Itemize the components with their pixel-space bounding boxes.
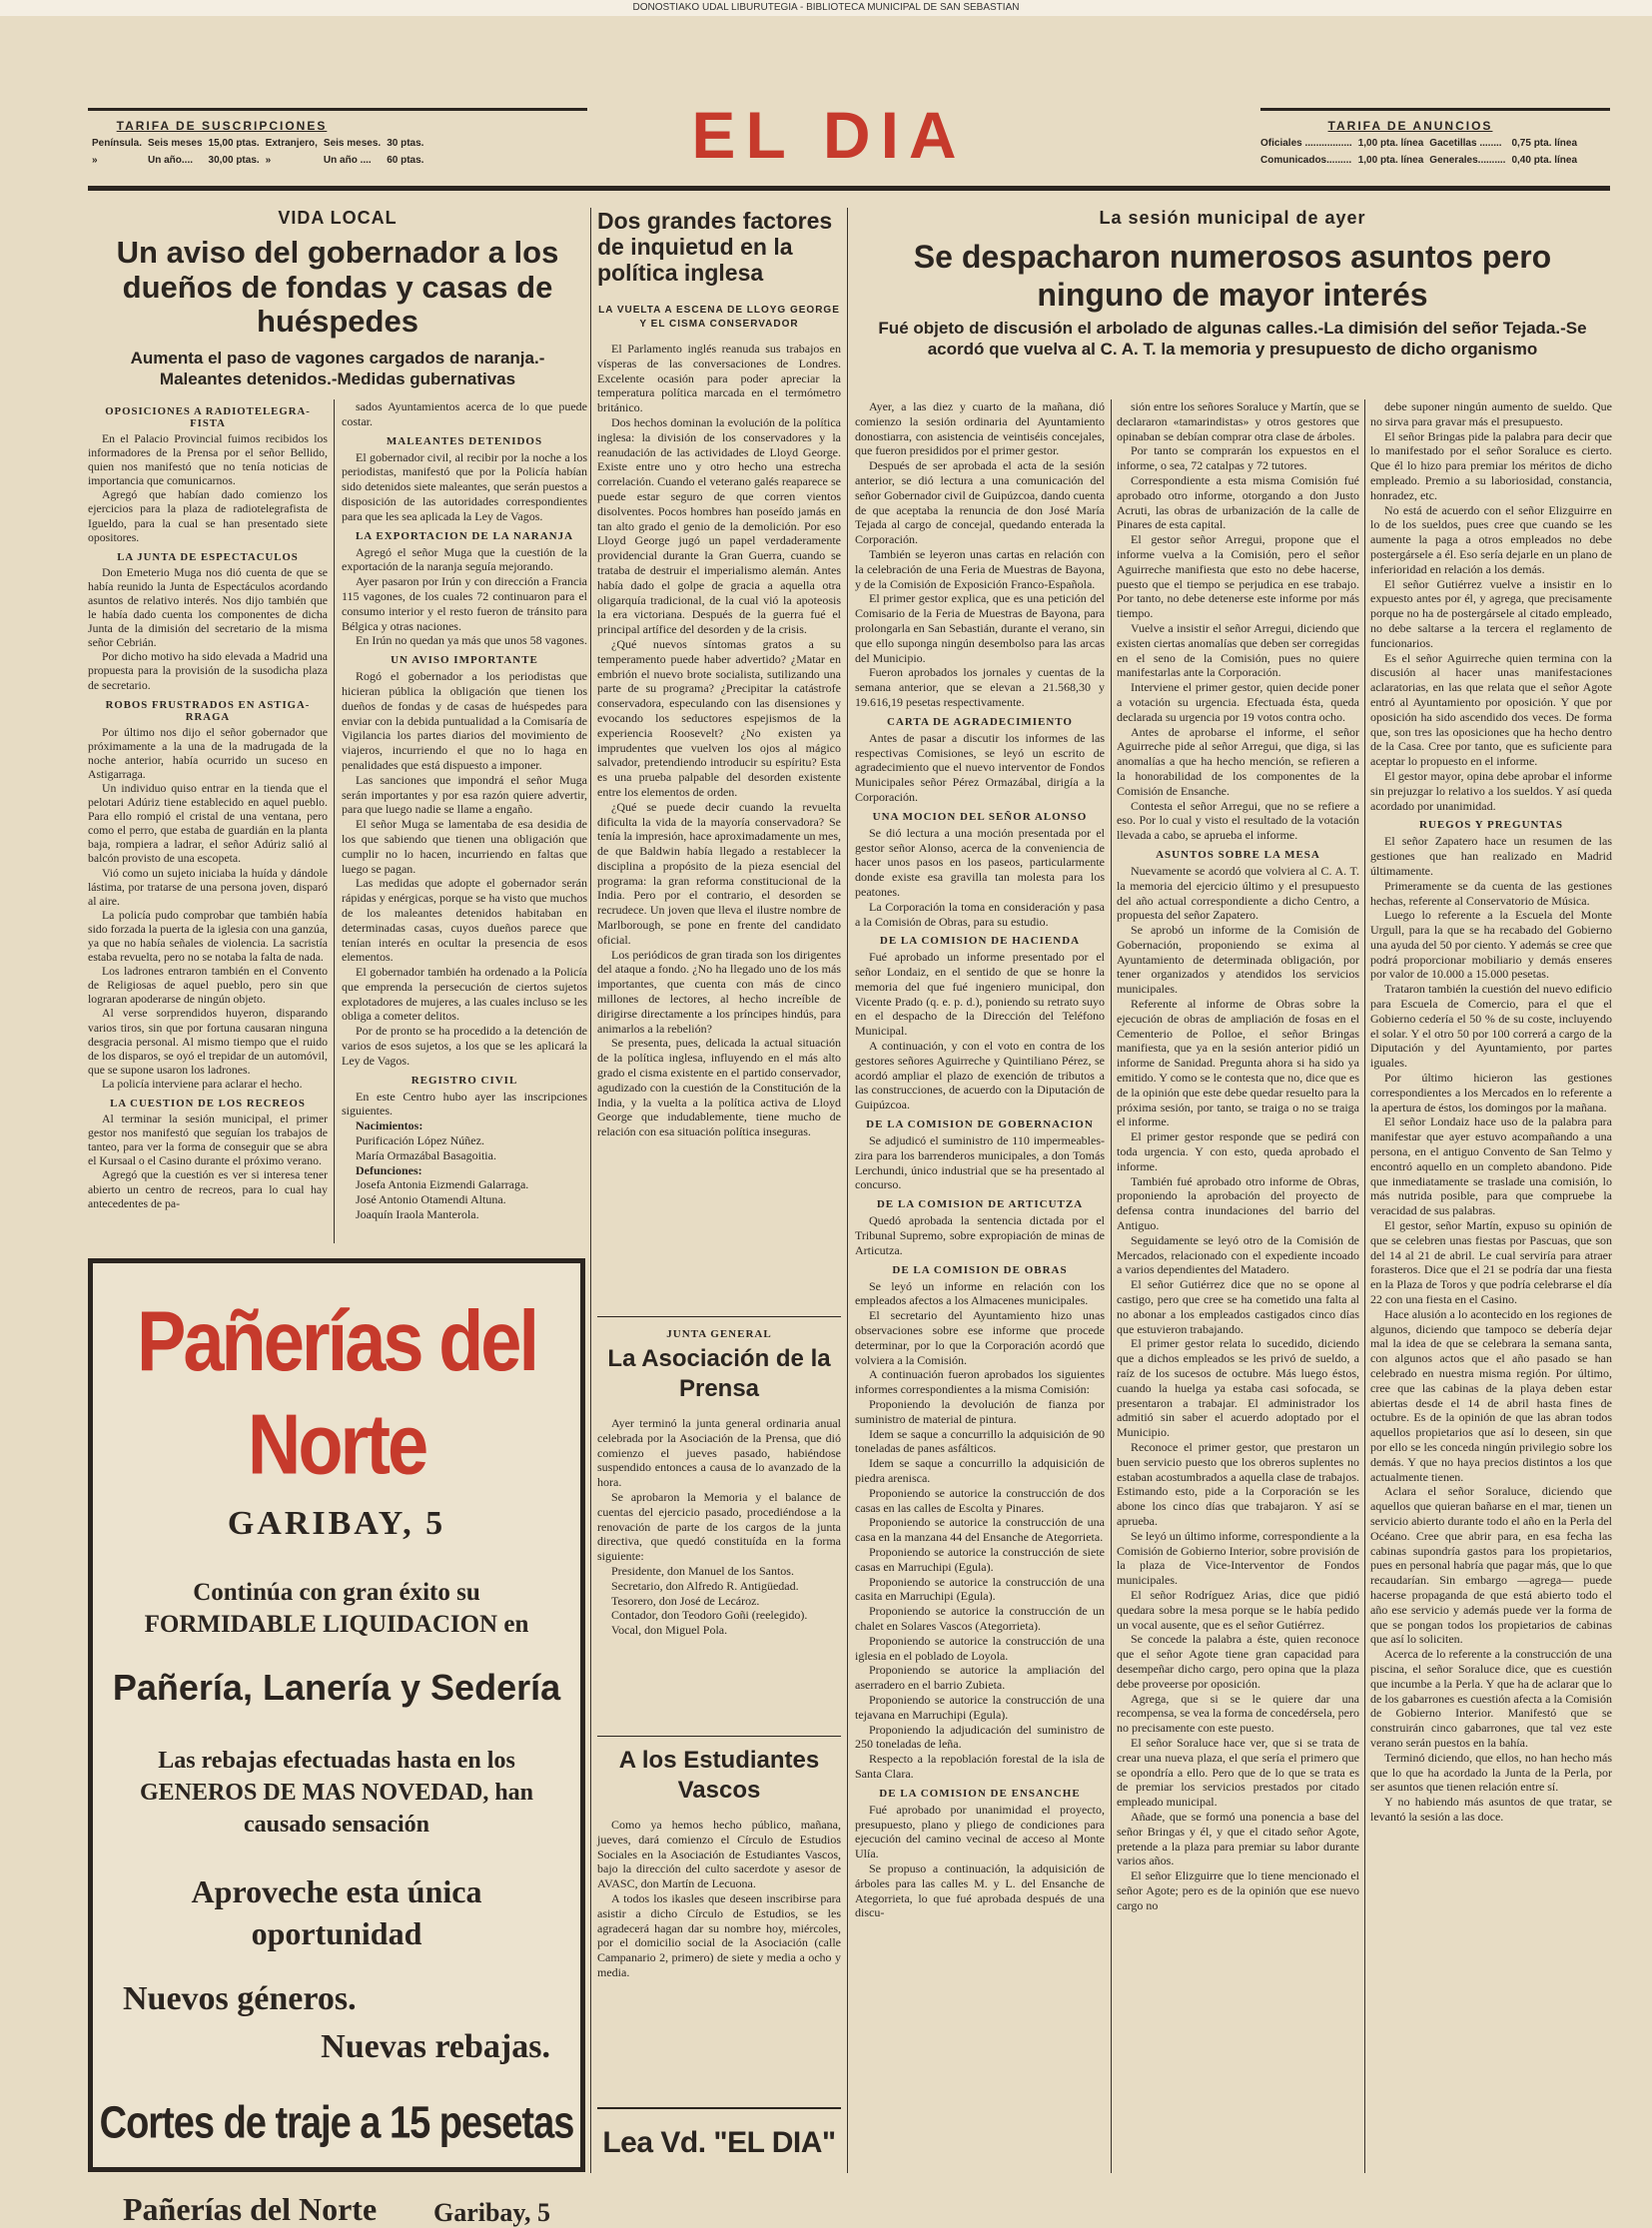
paragraph: A todos los ikasles que deseen inscribirse para asistir a dicho Círculo de Estudios, se les agradecerá hagan dar su nombre hoy, miércoles, por el domicilio social de la Asociación (calle Campanario 2, primero) de siete y media a ocho y media. — [597, 1890, 841, 1979]
paragraph: Secretario, don Alfredo R. Antigüedad. — [611, 1578, 799, 1593]
section-subhead: UNA MOCION DEL SEÑOR ALONSO — [872, 810, 1088, 823]
paragraph: Se aprobaron la Memoria y el balance de cuentas del ejercicio pasado, procediéndose a la renovación de parte de los cargos de la junta directiva, que quedó constituída en la forma siguiente: — [597, 1489, 841, 1564]
paragraph: El señor Rodríguez Arias, dice que pidió quedara sobre la mesa porque se le había pedido un vocal ausente, que es el señor Gutiérrez. — [1117, 1587, 1359, 1632]
students-headline: A los Estudiantes Vascos — [618, 1747, 820, 1804]
ad-suit-price: Cortes de traje a 15 pesetas — [99, 2097, 574, 2149]
session-kicker: La sesión municipal de ayer — [1099, 208, 1366, 228]
paragraph: El señor Muga se lamentaba de esa desidia de los que sabiendo que tienen una obligación que cumplir no lo hacen, incurriendo en faltas que luego se pagan. — [342, 817, 587, 876]
paragraph: También fué aprobado otro informe de Obras, proponiendo la aprobación del proyecto de defensa contra inundaciones del barrio del Antiguo. — [1117, 1173, 1359, 1233]
paragraph: Se adjudicó el suministro de 110 impermeables-zira para los barrenderos municipales, a don Tomás Lerchundi, único industrial que se ha presentado al concurso. — [855, 1133, 1105, 1192]
paragraph: Primeramente se da cuenta de las gestiones hechas, referente al Conservatorio de Música. — [1370, 878, 1612, 908]
paragraph: Antes de aprobarse el informe, el señor Aguirreche pide al señor Arregui, que diga, si las anomalías a que ha hecho mención, se refieren a la honorabilidad de los componentes de la Comisión de Ensanche. — [1117, 724, 1359, 798]
paragraph: Tesorero, don José de Lecároz. — [611, 1593, 760, 1608]
section-subhead: LA CUESTION DE LOS RECREOS — [110, 1098, 306, 1111]
paragraph: También se leyeron unas cartas en relación con la celebración de una Feria de Muestras de Bayona, y de la Comisión de Exposición Franco-Española. — [855, 546, 1105, 591]
paragraph: Agregó que habían dado comienzo los ejercicios para la plaza de radiotelegrafista de Igueldo, para la cual se han presentado siete opositores. — [88, 488, 328, 544]
paragraph: Añade, que se formó una ponencia a base del señor Bringas y él, y que el citado señor Agote, pretende a la plaza para premiar su labor durante varios años. — [1117, 1809, 1359, 1868]
paragraph: Rogó el gobernador a los periodistas que hicieran pública la obligación que tienen los dueños de fondas y de casas de huéspedes para enviar con la debida puntualidad a la Comisaría de Vigilancia los partes diarios del movimiento de viajeros, incurriendo el que no lo haga en penalidades que está dispuesto a imponer. — [342, 669, 587, 772]
paragraph: Agrega, que si se le quiere dar una recompensa, se vea la forma de concedérsela, pero no precisamente con este puesto. — [1117, 1691, 1359, 1736]
paragraph: José Antonio Otamendi Altuna. — [356, 1192, 506, 1207]
ads-tariff-table: Oficiales ................. 1,00 pta. línea Gacetillas ........ 0,75 pta. línea Comunicados......... 1,00 pta. línea Generales.......... 0,40 pta. línea — [1260, 138, 1578, 166]
paragraph: Vuelve a insistir el señor Arregui, diciendo que existen ciertas anomalías que deben ser corregidas en el seno de la Comisión, pues no quiere manifestarlas ante la Corporación. — [1117, 620, 1359, 680]
paragraph: Respecto a la repoblación forestal de la isla de Santa Clara. — [855, 1752, 1105, 1781]
paragraph: Agregó que la cuestión es ver si interesa tener abierto un centro de recreos, para lo cual hay antecedentes de pa- — [88, 1168, 328, 1210]
section-subhead: REGISTRO CIVIL — [411, 1074, 518, 1087]
paragraph: Luego lo referente a la Escuela del Monte Urgull, para la que se ha recabado del Gobierno una ayuda del 50 por ciento. Y además se cree que podrá proporcionar mobiliario y demás enseres por valor de 10.000 a 15.000 pesetas. — [1370, 908, 1613, 982]
paragraph: Presidente, don Manuel de los Santos. — [611, 1563, 794, 1578]
divider-students — [597, 2107, 841, 2109]
politics-body — [597, 342, 841, 1308]
paragraph: Las medidas que adopte el gobernador serán rápidas y enérgicas, porque se ha visto que muchos de los maleantes detenidos habitaban en determinadas casas, cuyos dueños parece que tenían interés en ocultar la presencia de esos elementos. — [342, 876, 587, 965]
paragraph: Correspondiente a esta misma Comisión fué aprobado otro informe, otorgando a don Justo Acruti, las obras de urbanización de la calle de Pinares de esta capital. — [1117, 472, 1359, 532]
paragraph: Se dió lectura a una moción presentada por el gestor señor Alonso, acerca de la conveniencia de hacer unos pasos en los paseos, particularmente donde existe esa gravilla tan molesta para los peatones. — [855, 825, 1105, 899]
press-headline: La Asociación de la Prensa — [607, 1345, 831, 1402]
paragraph: Seguidamente se leyó otro de la Comisión de Mercados, relacionado con el expediente incoado a varios dependientes del Matadero. — [1117, 1232, 1359, 1277]
masthead-rule-left — [88, 108, 587, 111]
paragraph: Idem se saque a concurrillo la adquisición de piedra arenisca. — [855, 1456, 1105, 1485]
subscription-tariff-title: TARIFA DE SUSCRIPCIONES — [116, 119, 328, 133]
paragraph: Ayer pasaron por Irún y con dirección a Francia 115 vagones, de los cuales 72 continuaron para el consumo interior y el resto fueron de tránsito para Bélgica y otras naciones. — [342, 574, 587, 633]
paragraph: Aclara el señor Soraluce, diciendo que aquellos que quieran bañarse en el mar, tienen un servicio abierto durante todo el año en la Perla del Océano. Cree que abrir para, en esa fecha las cabinas supondría gastos para los propietarios, pues en personal habría que pagar más, que lo que recaudarían. Sin embargo —agrega— puede hacerse propaganda de que está abierto todo el año ese servicio y además puede ver la forma de que se pongan todos los propietarios de cabinas que así lo soliciten. — [1370, 1484, 1612, 1647]
paragraph: ¿Qué se puede decir cuando la revuelta dificulta la vida de la mayoría conservadora? Se tenía la impresión, hace aproximadamente un mes, de que Baldwin había llegado a restablecer la disciplina a propósito de la pieza esencial del programa: la gran reforma constitucional de la India. Pero por el contrario, el desorden se recrudece. Un joven que lleva el ilustre nombre de Marlborough, se pone en frente del candidato oficial. — [597, 799, 841, 947]
paragraph: Como ya hemos hecho público, mañana, jueves, dará comienzo el Círculo de Estudios Sociales en la Asociación de Estudiantes Vascos, bajo la dirección del culto sacerdote y asesor de AVASC, don Martín de Lecuona. — [597, 1818, 841, 1891]
paragraph: Proponiendo se autorice la ampliación del aserradero en el barrio Zubieta. — [855, 1663, 1105, 1693]
column-rule-local — [334, 399, 335, 1243]
paragraph: Agregó el señor Muga que la cuestión de la exportación de la naranja seguía mejorando. — [342, 544, 587, 574]
divider-politics — [597, 1316, 841, 1317]
paragraph: Josefa Antonia Eizmendi Galarraga. — [356, 1177, 529, 1192]
paragraph: Un individuo quiso entrar en la tienda que el pelotari Adúriz tiene establecido en aquel pueblo. Para ello rompió el cristal de una ventana, pero como el perro, que estaba de guardián en la planta baja, rompiera a ladrar, el señor Adúriz salió al balcón provisto de una escopeta. — [88, 781, 328, 866]
masthead-title: EL DIA — [691, 98, 967, 172]
paragraph: El primer gestor relata lo sucedido, diciendo que a dichos empleados se les privó de sueldo, a raíz de los sucesos de octubre. Más luego éstos, cuando la huelga ya estaba casi sofocada, se presentaron a trabajar. El administrador los admitió sin saber el acuerdo adoptado por el Municipio. — [1117, 1336, 1359, 1440]
paragraph: Acerca de lo referente a la construcción de una piscina, el señor Soraluce dice, que es cuestión que incumbe a la Perla. Y que ha de aclarar que lo de los gabarrones es cuestión afecta a la Comisión de Gobierno Interior. Manifestó que se construirán cinco gabarrones, que tal vez este verano serán puestos en la bahía. — [1370, 1647, 1612, 1750]
press-body — [597, 1416, 841, 1722]
ad-footer — [93, 2191, 580, 2228]
column-rule-session-2 — [1364, 399, 1365, 2173]
paragraph: Purificación López Núñez. — [356, 1133, 484, 1148]
section-subhead: LA JUNTA DE ESPECTACULOS — [117, 550, 299, 563]
section-subhead: CARTA DE AGRADECIMIENTO — [886, 715, 1073, 728]
politics-subhead: LA VUELTA A ESCENA DE LLOYG GEORGE Y EL CISMA CONSERVADOR — [598, 305, 840, 330]
vida-local-kicker: VIDA LOCAL — [278, 208, 398, 228]
paragraph: Se aprobó un informe de la Comisión de Gobernación, proponiendo se exima al Ayuntamiento de determinada obligación, por tener organizados y atendidos los servicios municipales. — [1117, 923, 1359, 997]
ad-footer-address: Garibay, 5 — [432, 2198, 550, 2227]
paragraph: Vió como un sujeto iniciaba la huída y dándole lástima, por tratarse de una persona joven, disparó al aire. — [88, 866, 328, 908]
section-subhead: DE LA COMISION DE HACIENDA — [879, 935, 1081, 948]
paragraph: ¿Qué nuevos síntomas gratos a su temperamento puede haber advertido? ¿Matar en embrión el nuevo brote socialista, sutilizando una parte de su programa? ¿Precipitar la catástrofe conservadora, especulando con las disensiones y evocando los seductores espejismos de la experiencia Roosevelt? ¿No existen ya imprudentes que vuelven los ojos al mágico salvador, pretendiendo introducir su espíritu? Esta es una prueba palpable del desorden existente entre los elementos de orden. — [597, 636, 841, 799]
paragraph: Por último hicieron las gestiones correspondientes a los Mercados en lo referente a la apertura de éstos, los domingos por la mañana. — [1370, 1071, 1612, 1114]
paragraph: Ayer, a las diez y cuarto de la mañana, dió comienzo la sesión ordinaria del Ayuntamiento donostiarra, con asistencia de veintiséis concejales, que fueron presididos por el primer gestor. — [855, 399, 1105, 458]
vida-local-deck: Aumenta el paso de vagones cargados de naranja.- Maleantes detenidos.-Medidas gubernativas — [130, 349, 545, 388]
column-rule-session-1 — [1111, 399, 1112, 2173]
vida-local-column-1 — [88, 399, 328, 1243]
section-subhead: RUEGOS Y PREGUNTAS — [1418, 819, 1564, 832]
masthead-rule-right — [1260, 108, 1610, 111]
column-rule-2 — [847, 208, 848, 2173]
paragraph: María Ormazábal Basagoitia. — [356, 1147, 496, 1162]
paragraph: debe suponer ningún aumento de sueldo. Que no sirva para gravar más el presupuesto. — [1370, 399, 1612, 428]
divider-press — [597, 1736, 841, 1737]
politics-headline: Dos grandes factores de inquietud en la política inglesa — [597, 208, 833, 286]
paragraph: El gobernador también ha ordenado a la Policía que emprenda la persecución de ciertos sujetos explotadores de mujeres, a las cuales incluso se les obliga a cometer delitos. — [342, 965, 587, 1024]
section-subhead: DE LA COMISION DE ENSANCHE — [879, 1787, 1081, 1800]
ad-title: Pañerías del Norte — [136, 1292, 536, 1492]
paragraph: El gobernador civil, al recibir por la noche a los periodistas, manifestó que por la Policía habían sido detenidos siete maleantes, que serán puestos a disposición de las autoridades correspondientes para que les sea aplicada la Ley de Vagos. — [342, 449, 587, 523]
paragraph: Fué aprobado por unanimidad el proyecto, presupuesto, plano y pliego de condiciones para ejecución del camino vecinal de acceso al Monte Ulía. — [855, 1802, 1105, 1861]
students-body — [597, 1818, 841, 2099]
paragraph: En el Palacio Provincial fuimos recibidos los informadores de la Prensa por el señor Bellido, quien nos manifestó que no tenía noticias de importancia que comunicarnos. — [88, 432, 328, 488]
section-subhead: DE LA COMISION DE GOBERNACION — [866, 1118, 1094, 1131]
vida-local-column-2 — [342, 399, 587, 1243]
paragraph: Después de ser aprobada el acta de la sesión anterior, se dió lectura a una comunicación del señor Gobernador civil de Guipúzcoa, dando cuenta de que aceptaba la renuncia de don José María Tejada al cargo de concejal, quedando enterada la Corporación. — [855, 458, 1105, 547]
paragraph: La policía interviene para aclarar el hecho. — [102, 1077, 303, 1091]
paragraph: Antes de pasar a discutir los informes de las respectivas Comisiones, se leyó un escrito de agradecimiento que el nuevo interventor de Fondos Municipales señor Pérez Ormazábal, dirigía a la Corporación. — [855, 730, 1105, 804]
ad-new-discounts: Nuevas rebajas. — [321, 2028, 550, 2065]
paragraph: El gestor, señor Martín, expuso su opinión de que se celebren unas fiestas por Pascuas, que son del 14 al 21 de abril. Le cual serviría para atraer forasteros. Dice que el 21 se podría dar una fiesta en la Plaza de Toros y que podría celebrarse el día 22 con una fiesta en el Casino. — [1370, 1218, 1612, 1307]
paragraph: Contador, don Teodoro Goñi (reelegido). — [611, 1608, 808, 1623]
ads-tariff — [1260, 118, 1615, 184]
paragraph: Y no habiendo más asuntos de que tratar, se levantó la sesión a las doce. — [1370, 1795, 1612, 1824]
paragraph: El gestor mayor, opina debe aprobar el informe sin prejuzgar lo relativo a los sueldos. Y así queda acordado por unanimidad. — [1370, 768, 1612, 813]
paragraph: Se concede la palabra a éste, quien reconoce que el señor Agote tiene gran capacidad para desempeñar dicho cargo, pero opina que la plaza debe proveerse por oposición. — [1117, 1632, 1359, 1691]
paragraph: Fué aprobado un informe presentado por el señor Londaiz, en el sentido de que se honre la memoria del que fué ingeniero municipal, don Vicente Prado (q. e. p. d.), poniendo su retrato suyo en el despacho de la Dirección del Teléfono Municipal. — [855, 950, 1105, 1039]
paragraph: Los ladrones entraron también en el Convento de Religiosas de aquel pueblo, pero sin que lograran apoderarse de ningún objeto. — [88, 965, 328, 1007]
paragraph: Los periódicos de gran tirada son los dirigentes del ataque a fondo. ¿No ha llegado uno de los más importantes, que cuenta con más de cinco millones de lectores, al hecho increíble de dirigirse directamente a los príncipes hindús, para animarlos a la rebelión? — [597, 947, 841, 1036]
paragraph: Se presenta, pues, delicada la actual situación de la política inglesa, influyendo en el más alto grado el cisma existente en el partido conservador, agudizado con la cuestión de la Constitución de la India, y la vuelta a la política activa de Lloyd George que indudablemente, tiene mucho de relación con esa situación política inseguras. — [597, 1036, 841, 1139]
subscription-tariff-table: Península. Seis meses 15,00 ptas. Extranjero, Seis meses. 30 ptas. » Un año.... 30,00 ptas. » Un año .... 60 ptas. — [92, 138, 424, 166]
paragraph: sados Ayuntamientos acerca de lo que puede costar. — [342, 399, 587, 428]
ad-products: Pañería, Lanería y Sedería — [112, 1667, 561, 1708]
paragraph: Interviene el primer gestor, quien decide poner a votación su urgencia. Efectuada ésta, queda declarada su urgencia por 19 votos contra ocho. — [1117, 680, 1359, 724]
ad-opportunity: Aproveche esta única oportunidad — [191, 1873, 482, 1951]
session-deck: Fué objeto de discusión el arbolado de algunas calles.-La dimisión del señor Tejada.-Se acordó que vuelva al C. A. T. la memoria y presupuesto de dicho organismo — [878, 319, 1587, 359]
paragraph: El primer gestor responde que se pedirá con toda urgencia. Y con esto, queda aprobado el informe. — [1117, 1129, 1359, 1173]
paragraph: A continuación fueron aprobados los siguientes informes correspondientes a la misma Comisión: — [855, 1367, 1105, 1397]
section-subhead: UN AVISO IMPORTANTE — [391, 654, 538, 667]
ads-tariff-title: TARIFA DE ANUNCIOS — [1327, 119, 1493, 133]
section-subhead: DE LA COMISION DE OBRAS — [892, 1263, 1068, 1276]
paragraph: El señor Gutiérrez dice que no se opone al castigo, pero que cree se ha cometido una falta al no abonar a los empleados castigados cinco días que estuvieron trabajando. — [1117, 1277, 1359, 1336]
ad-address: GARIBAY, 5 — [227, 1505, 446, 1542]
paragraph: Idem se saque a concurrillo la adquisición de 90 toneladas de panes asfálticos. — [855, 1426, 1105, 1456]
session-column-2 — [1117, 399, 1359, 2173]
paragraph: La policía pudo comprobar que también había sido forzada la puerta de la iglesia con una ganzúa, ya que no había señales de violencia. La sacristía estaba revuelta, pero no se notaba la falta de nada. — [88, 908, 328, 965]
list-label: Defunciones: — [356, 1162, 422, 1177]
paragraph: Don Emeterio Muga nos dió cuenta de que se había reunido la Junta de Espectáculos acordando asuntos de relativo interés. Nos dijo también que le había dado cuenta los componentes de dicha Junta de la dimisión del secretario de la misma señor Cebrián. — [88, 565, 328, 650]
section-subhead: OPOSICIONES A RADIOTELEGRA-FISTA — [105, 405, 311, 429]
paragraph: Hace alusión a lo acontecido en los regiones de algunos, diciendo que tampoco se debería dejar mal la idea de que se celebrara la semana santa, con algunos actos que el año pasado se han celebrado en nuestra misma región. Por último, cree que las cabinas de la playa deben estar abiertas desde el 14 de abril hasta fines de octubre. Es de la opinión de que las abran todos aquellos propietarios que así lo deseen, sin que por ello se les conceda ningún privilegio sobre los demás. Y que no haya precios distintos a los que actualmente tienen. — [1370, 1306, 1612, 1484]
archive-header: DONOSTIAKO UDAL LIBURUTEGIA - BIBLIOTECA MUNICIPAL DE SAN SEBASTIAN — [0, 0, 1652, 16]
ad-footer-name: Pañerías del Norte — [123, 2191, 378, 2227]
paragraph: Al verse sorprendidos huyeron, disparando varios tiros, sin que por fortuna causaran ninguna desgracia personal. Al mismo tiempo que el ruido de los disparos, se oyó el trepidar de un automóvil, que se supone usaron los ladrones. — [88, 1007, 328, 1077]
session-column-3 — [1370, 399, 1612, 2173]
paragraph: Las sanciones que impondrá el señor Muga serán importantes y por esa razón quiere advertir, para que luego nadie se llame a engaño. — [342, 772, 587, 817]
section-subhead: ROBOS FRUSTRADOS EN ASTIGA-RRAGA — [105, 698, 311, 723]
panerias-advertisement — [88, 1258, 585, 2227]
read-el-dia-ad: Lea Vd. "EL DIA" — [602, 2126, 836, 2159]
paragraph: Se leyó un informe en relación con los empleados afectos a los Almacenes municipales. — [855, 1278, 1105, 1308]
paragraph: Trataron también la cuestión del nuevo edificio para Escuela de Comercio, para el que el Gobierno cedería el 50 % de su coste, incluyendo el solar. Y el otro 50 por 100 correrá a cargo de la Diputación y del Ayuntamiento, por partes iguales. — [1370, 982, 1612, 1071]
paragraph: A continuación, y con el voto en contra de los gestores señores Aguirreche y Quintiliano Pérez, se acordó ampliar el plazo de exención de tributos a las construcciones, de acuerdo con la Diputación de Guipúzcoa. — [855, 1039, 1105, 1113]
paragraph: Reconoce el primer gestor, que prestaron un buen servicio puesto que los obreros suplentes no estaban acostumbrados a aquella clase de trabajos. Estimando esto, pide a la Corporación se les abone los cinco días que trabajaron. Y así se aprueba. — [1117, 1439, 1359, 1528]
section-subhead: ASUNTOS SOBRE LA MESA — [1156, 848, 1320, 861]
paragraph: En Irún no quedan ya más que unos 58 vagones. — [356, 633, 587, 648]
paragraph: Se leyó un último informe, correspondiente a la Comisión de Gobierno Interior, sobre provisión de la plaza de Vice-Interventor de Fondos municipales. — [1117, 1528, 1359, 1588]
paragraph: Nuevamente se acordó que volviera al C. A. T. la memoria del ejercicio último y el presupuesto del año actual correspondiente a dicho Centro, a propuesta del señor Zapatero. — [1117, 863, 1359, 923]
paragraph: Quedó aprobada la sentencia dictada por el Tribunal Supremo, sobre expropiación de minas de Articutza. — [855, 1213, 1105, 1257]
paragraph: El señor Bringas pide la palabra para decir que lo manifestado por el señor Soraluce es cierto. Que él lo hizo para premiar los méritos de dicho empleado. Premio a su laboriosidad, constancia, honradez, etc. — [1370, 428, 1612, 502]
vida-local-headline: Un aviso del gobernador a los dueños de fondas y casas de huéspedes — [116, 235, 559, 340]
paragraph: Proponiendo se autorice la construcción de una casa en la manzana 44 del Ensanche de Ategorrieta. — [855, 1515, 1105, 1545]
paragraph: Vocal, don Miguel Pola. — [611, 1623, 728, 1638]
paragraph: Proponiendo se autorice la construcción de siete casas en Marruchipi (Egula). — [855, 1544, 1105, 1574]
paragraph: El Parlamento inglés reanuda sus trabajos en vísperas de las conversaciones de Londres. Excelente ocasión para poder apreciar la temperatura política marcada en el termómetro británico. — [597, 342, 841, 415]
paragraph: Proponiendo se autorice la construcción de una casita en Marruchipi (Egula). — [855, 1574, 1105, 1604]
paragraph: La Corporación la toma en consideración y pasa a la Comisión de Obras, para su estudio. — [855, 899, 1105, 929]
paragraph: El secretario del Ayuntamiento hizo unas observaciones sobre ese informe que procede determinar, por lo que la Corporación acordó que volviera a la Comisión. — [855, 1308, 1105, 1367]
paragraph: Joaquín Iraola Manterola. — [356, 1207, 479, 1222]
list-label: Nacimientos: — [356, 1118, 423, 1133]
press-kicker: JUNTA GENERAL — [666, 1328, 772, 1340]
paragraph: Proponiendo se autorice la construcción de un chalet en Solares Vascos (Ategorrieta). — [855, 1604, 1105, 1633]
paragraph: sión entre los señores Soraluce y Martín, que se declararon «tamarindistas» y otros gestores que opinaban se debían comprar otra clase de árboles. — [1117, 399, 1359, 443]
paragraph: Proponiendo la devolución de fianza por suministro de material de pintura. — [855, 1397, 1105, 1426]
session-headline: Se despacharon numerosos asuntos pero ninguno de mayor interés — [913, 239, 1552, 313]
paragraph: Terminó diciendo, que ellos, no han hecho más que lo que ha acordado la Junta de la Perla, por ser asuntos que tienen relación entre sí. — [1370, 1750, 1612, 1795]
paragraph: El señor Soraluce hace ver, que si se trata de crear una nueva plaza, el que sería el primero que se opondría a ello. Pero que de lo que se trata es de premiar los servicios prestados por citado empleado municipal. — [1117, 1735, 1359, 1810]
ad-new-goods: Nuevos géneros. — [123, 1980, 357, 2017]
section-subhead: DE LA COMISION DE ARTICUTZA — [876, 1198, 1084, 1211]
paragraph: Por dicho motivo ha sido elevada a Madrid una propuesta para la provisión de la susodicha plaza de secretario. — [88, 650, 328, 692]
column-rule-1 — [590, 208, 591, 2173]
paragraph: Dos hechos dominan la evolución de la política inglesa: la división de los conservadores y la reanudación de las actividades de Lloyd George. Existe entre uno y otro hecho una estrecha correlación. Cuando el veterano galés reaparece se puede estar seguro de que corren vientos disolventes. Pocos hombres han poseído jamás en tan alto grado el genio de la demolición. Por eso Lloyd George jugó un papel verdaderamente providencial durante la Gran Guerra, cuando se trataba de destruir el imperialismo alemán. Antes había dado el golpe de gracia a aquella otra oligarquía tradicional, de la cual vió la apoteosis la era victoriana. Después de la guerra fué el principal artífice del desorden y de la crisis. — [597, 414, 841, 637]
paragraph: Proponiendo la adjudicación del suministro de 250 toneladas de leña. — [855, 1722, 1105, 1752]
paragraph: En este Centro hubo ayer las inscripciones siguientes. — [342, 1089, 587, 1118]
paragraph: El señor Gutiérrez vuelve a insistir en lo expuesto antes por él, y agrega, que precisamente porque no ha de postergársele al citado empleado, no debe saltarse a la tercera el reglamento de funcionarios. — [1370, 576, 1612, 650]
paragraph: El señor Zapatero hace un resumen de las gestiones que han realizado en Madrid últimamente. — [1370, 834, 1612, 878]
section-subhead: LA EXPORTACION DE LA NARANJA — [355, 529, 574, 542]
paragraph: El primer gestor explica, que es una petición del Comisario de la Feria de Muestras de Bayona, para prolongarla en San Sebastián, durante el verano, sin que ello suponga ningún desembolso para las arcas del Municipio. — [855, 591, 1105, 665]
section-subhead: MALEANTES DETENIDOS — [386, 434, 543, 447]
paragraph: Ayer terminó la junta general ordinaria anual celebrada por la Asociación de la Prensa, que dió comienzo el jueves pasado, habiéndose suspendido entonces a causa de lo avanzado de la hora. — [597, 1416, 841, 1490]
paragraph: Por último nos dijo el señor gobernador que próximamente a la una de la madrugada de la noche anterior, había ocurrido un suceso en Astigarraga. — [88, 725, 328, 781]
session-column-1 — [855, 399, 1105, 2173]
paragraph: Por tanto se comprarán los expuestos en el informe, o sea, 72 catalpas y 72 tutores. — [1117, 443, 1359, 473]
paragraph: El gestor señor Arregui, propone que el informe vuelva a la Comisión, pero el señor Aguirreche manifiesta que esto no debe hacerse, puesto que el tiempo se perjudica en ese trabajo. Por tanto, no debe detenerse este informe por más tiempo. — [1117, 532, 1359, 621]
ad-liquidation-line: Continúa con gran éxito su FORMIDABLE LIQUIDACION en — [144, 1579, 529, 1638]
subscription-tariff — [92, 118, 451, 184]
paragraph: Es el señor Aguirreche quien termina con la discusión al hacer unas manifestaciones aclaratorias, en las que relata que el señor Agote entró al Ayuntamiento por oposición. Y que por oposición ha sido ascendido dos veces. De forma que, son tres las oposiciones que ha hecho dentro de la Casa. Cree por tanto, que es suficiente para aceptar lo propuesto en el informe. — [1370, 650, 1612, 769]
paragraph: Proponiendo se autorice la construcción de dos casas en las calles de Escolta y Pinares. — [855, 1485, 1105, 1515]
paragraph: Referente al informe de Obras sobre la ejecución de obras de ampliación de fosas en el Cementerio de Polloe, el señor Bringas manifiesta, que ya en la sesión anterior pidió un informe de Sanidad. Pregunta ahora si ha sido ya emitido. Y como se le contesta que no, dice que es de la opinión que este debe quedar resuelto para la próxima sesión, por tanto, se traiga o no se traiga el informe. — [1117, 997, 1359, 1129]
paragraph: Se propuso a continuación, la adquisición de árboles para las calles M. y L. del Ensanche de Ategorrieta, lo que fué aprobada después de una discu- — [855, 1860, 1105, 1920]
paragraph: Al terminar la sesión municipal, el primer gestor nos manifestó que seguían los trabajos de tanteo, para ver la forma de conseguir que se abra el Kursaal o el Casino durante el próximo verano. — [88, 1113, 328, 1168]
paragraph: Proponiendo se autorice la construcción de una iglesia en el poblado de Loyola. — [855, 1633, 1105, 1663]
masthead-bottom-rule — [88, 186, 1610, 191]
paragraph: Contesta el señor Arregui, que no se refiere a eso. Por lo cual y visto el resultado de la votación llevada a cabo, se aprueba el informe. — [1117, 798, 1359, 843]
paragraph: El señor Elizguirre que lo tiene mencionado el señor Agote; pero es de la opinión que ese nuevo cargo no — [1117, 1868, 1359, 1912]
paragraph: No está de acuerdo con el señor Elizguirre en lo de los sueldos, pues cree que cuando se les aumente la paga a otros empleados no debe postergársele a él. Eso sería dejarle en un plano de inferioridad en relación a los demás. — [1370, 502, 1612, 576]
paragraph: Fueron aprobados los jornales y cuentas de la semana anterior, que se elevan a 21.568,30 y 19.616,19 pesetas respectivamente. — [855, 665, 1105, 709]
ad-discounts: Las rebajas efectuadas hasta en los GENEROS DE MAS NOVEDAD, han causado sensación — [139, 1748, 534, 1838]
paragraph: Proponiendo se autorice la construcción de una tejavana en Marruchipi (Egula). — [855, 1692, 1105, 1722]
paragraph: El señor Londaiz hace uso de la palabra para manifestar que ayer estuvo acompañando a una persona, en el antiguo Convento de San Telmo y encontró aquello en un completo abandono. Pide que inmediatamente se traslade una comisión, lo más nutrida posible, para que compruebe la veracidad de sus palabras. — [1370, 1114, 1612, 1218]
paragraph: Por de pronto se ha procedido a la detención de varios de esos sujetos, a los que se les aplicará la Ley de Vagos. — [342, 1024, 587, 1068]
